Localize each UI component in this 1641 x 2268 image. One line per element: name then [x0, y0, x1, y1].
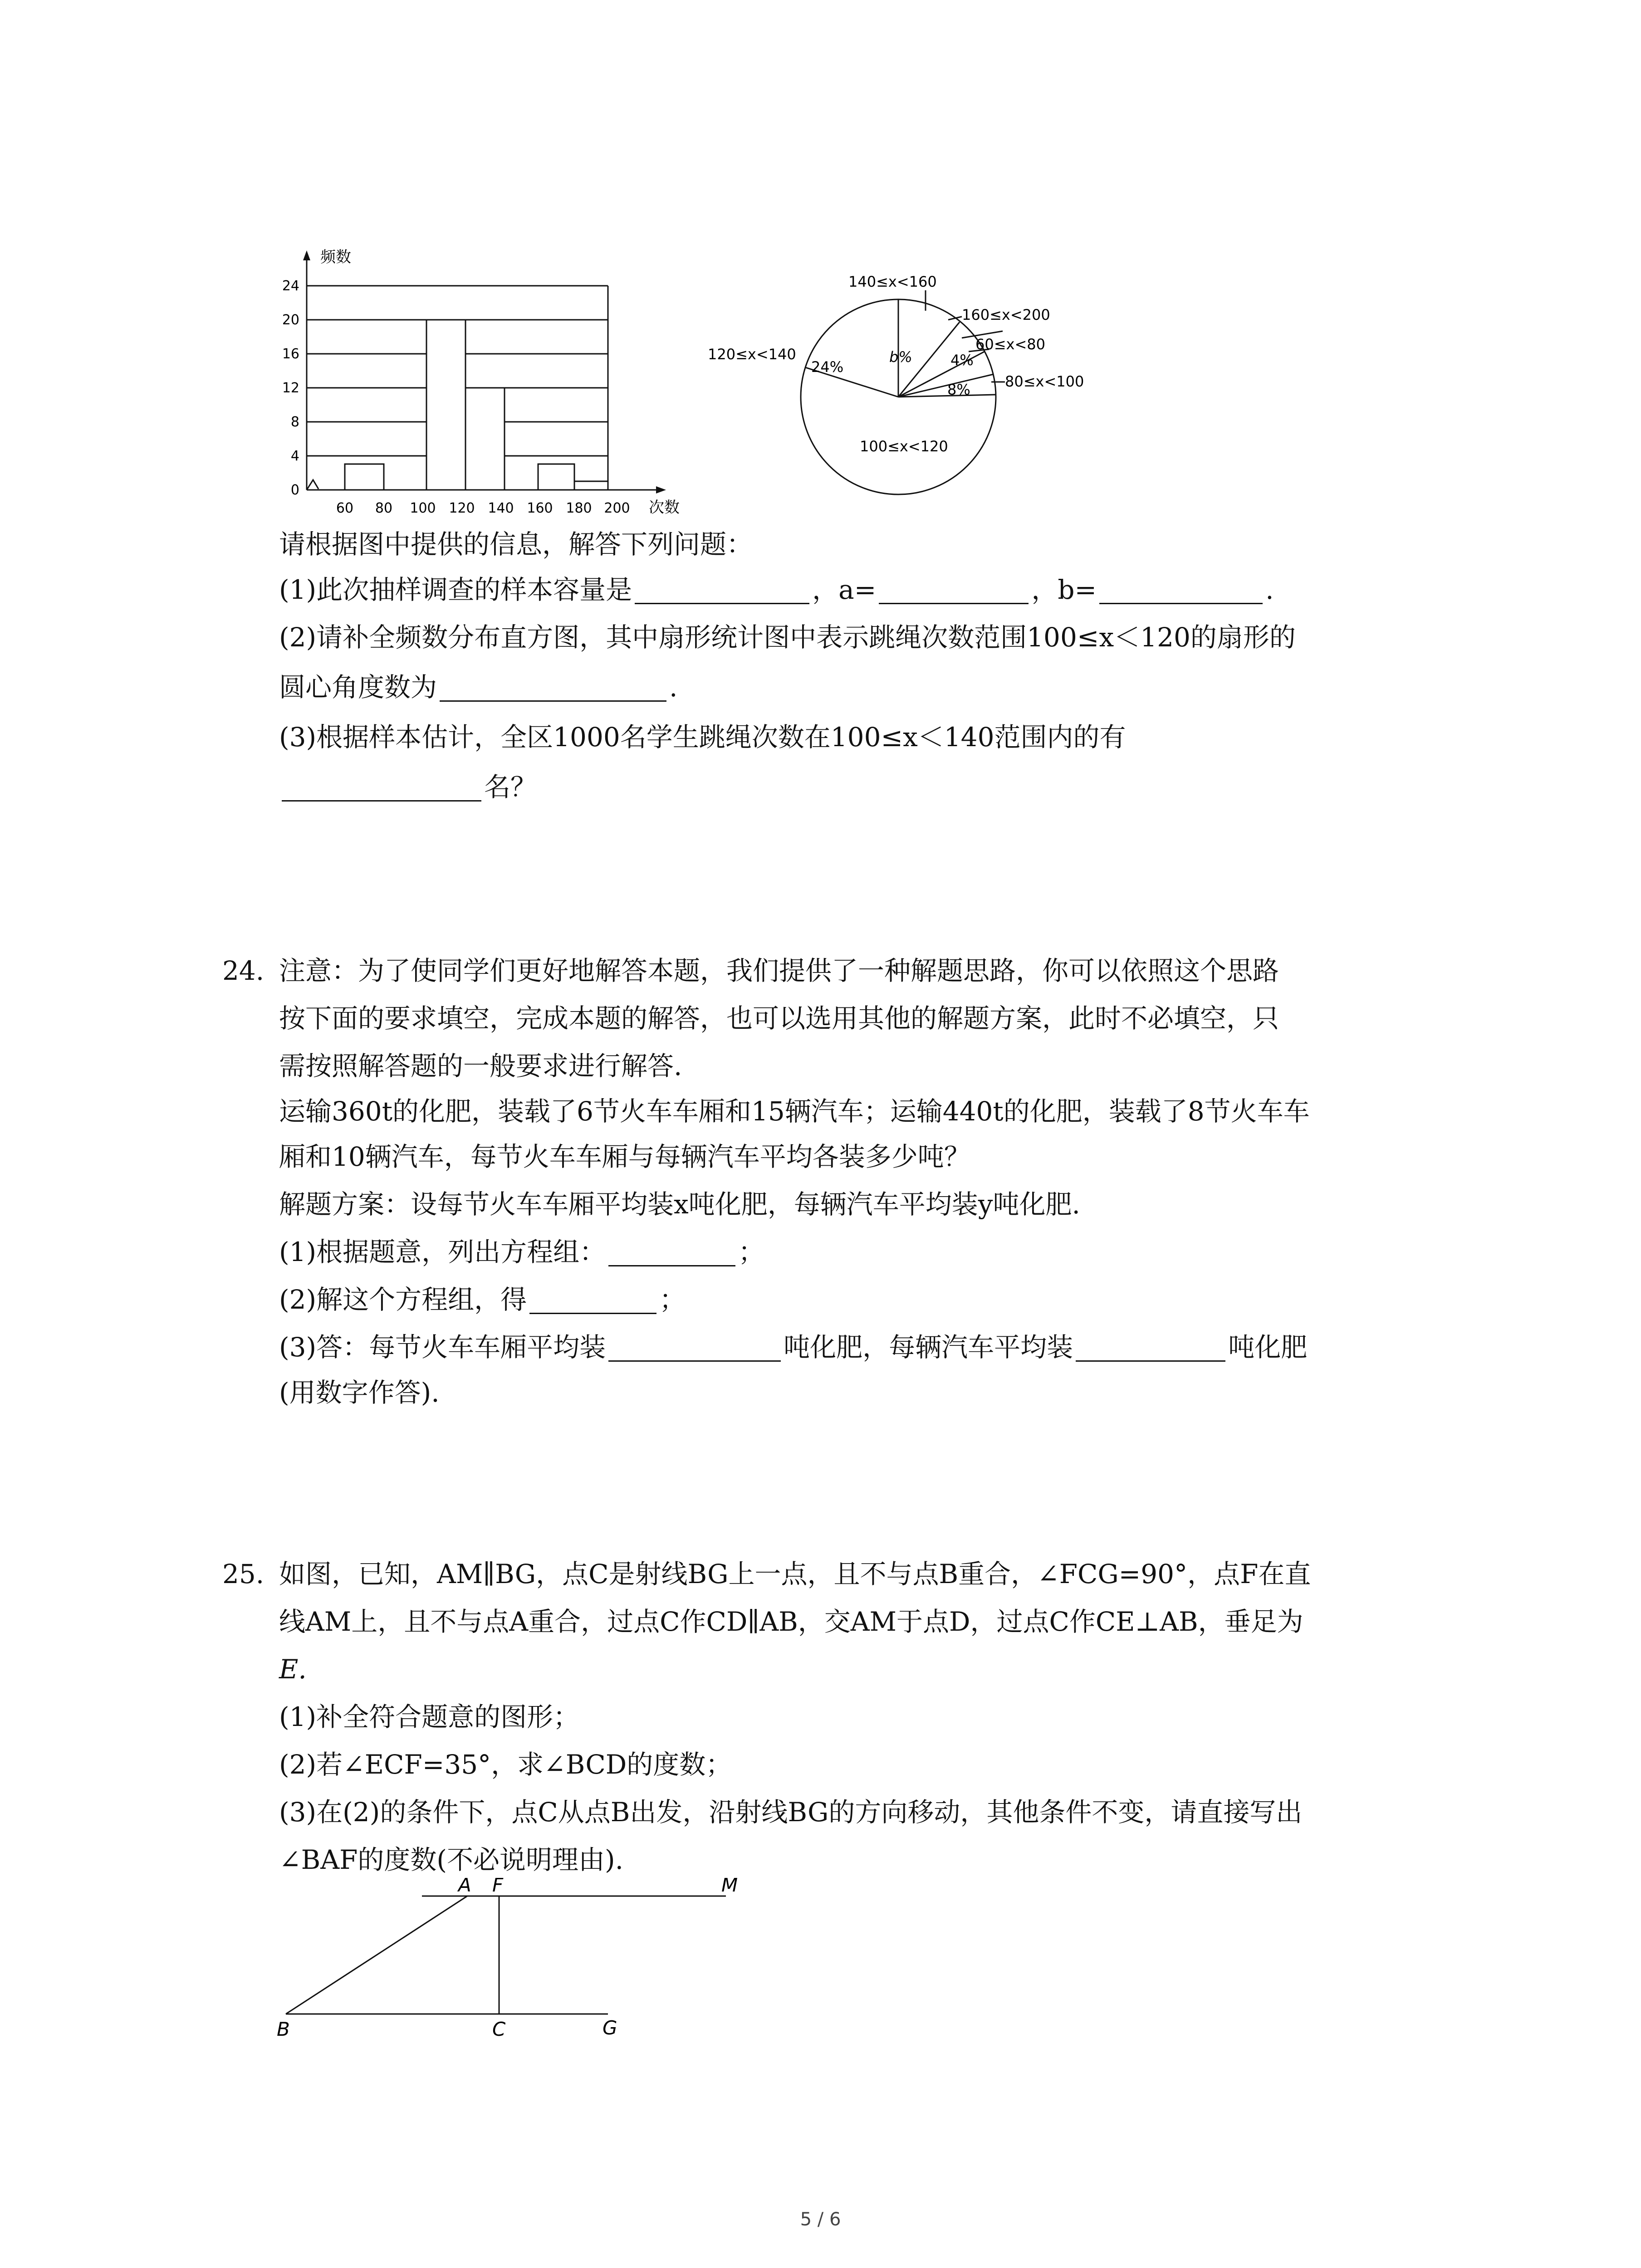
- q25-line: ∠BAF的度数(不必说明理由).: [279, 1844, 624, 1875]
- q24-line: 按下面的要求填空，完成本题的解答，也可以选用其他的解题方案，此时不必填空，只: [279, 1003, 1279, 1034]
- q24-line: 注意：为了使同学们更好地解答本题，我们提供了一种解题思路，你可以依照这个思路: [279, 955, 1279, 986]
- pie-label-100-120: 100≤x<120: [860, 438, 948, 455]
- q23-part1: (1)此次抽样调查的样本容量是 ，a= ，b= .: [279, 574, 1274, 605]
- x-tick: 200: [604, 500, 630, 516]
- point-label-F: F: [492, 1878, 504, 1896]
- q24-line: 厢和10辆汽车，每节火车车厢与每辆汽车平均各装多少吨？: [279, 1141, 970, 1172]
- q23-intro: 请根据图中提供的信息，解答下列问题：: [279, 529, 753, 560]
- bar-60-80: [345, 464, 384, 490]
- pie-label-120-140: 120≤x<140: [708, 346, 796, 363]
- answer-blank[interactable]: [879, 575, 1029, 604]
- answer-blank[interactable]: [282, 772, 481, 802]
- point-label-C: C: [492, 2018, 506, 2040]
- q24-line: (用数字作答).: [279, 1377, 440, 1408]
- y-tick: 12: [282, 380, 299, 396]
- x-tick: 140: [488, 500, 514, 516]
- bar-200: [574, 481, 608, 490]
- y-tick: 0: [290, 482, 299, 498]
- answer-blank[interactable]: [1076, 1332, 1225, 1362]
- q25-line: (3)在(2)的条件下，点C从点B出发，沿射线BG的方向移动，其他条件不变，请直接写出: [279, 1797, 1303, 1828]
- x-tick: 60: [336, 500, 354, 516]
- q23-part2-line1: (2)请补全频数分布直方图，其中扇形统计图中表示跳绳次数范围100≤x＜120的扇形的: [279, 622, 1296, 653]
- x-tick: 80: [375, 500, 393, 516]
- answer-blank[interactable]: [1099, 575, 1263, 604]
- y-axis-label: 频数: [320, 248, 351, 266]
- bar-120-140: [426, 320, 465, 490]
- x-axis-arrow: [656, 486, 666, 494]
- q24-part3: (3)答：每节火车车厢平均装 吨化肥，每辆汽车平均装 吨化肥: [279, 1332, 1308, 1363]
- pie-label-60-80: 60≤x<80: [975, 336, 1045, 353]
- answer-blank[interactable]: [608, 1237, 735, 1266]
- pie-label-80-100: 80≤x<100: [1005, 373, 1084, 390]
- point-label-G: G: [603, 2017, 617, 2039]
- y-tick: 16: [282, 346, 299, 362]
- y-axis-arrow: [303, 250, 310, 260]
- q23-part2-line2: 圆心角度数为 .: [279, 672, 678, 703]
- q25-line: E.: [279, 1654, 307, 1685]
- q24-part1: (1)根据题意，列出方程组： ；: [279, 1237, 765, 1267]
- pie-pct-24: 24%: [811, 358, 844, 376]
- answer-blank[interactable]: [529, 1285, 656, 1314]
- y-tick: 24: [282, 278, 299, 294]
- y-tick: 8: [290, 414, 299, 430]
- answer-blank[interactable]: [608, 1332, 781, 1362]
- answer-blank[interactable]: [440, 672, 666, 702]
- q23-part3-line2: 名？: [279, 769, 537, 805]
- pie-pct-b: b%: [889, 348, 912, 366]
- pie-chart: [708, 263, 1125, 517]
- pie-pct-4: 4%: [950, 352, 974, 369]
- geometry-figure: [268, 1878, 767, 2041]
- q23-part3-line1: (3)根据样本估计，全区1000名学生跳绳次数在100≤x＜140范围内的有: [279, 722, 1126, 753]
- x-tick: 120: [449, 500, 475, 516]
- q24-line: 解题方案：设每节火车车厢平均装x吨化肥，每辆汽车平均装y吨化肥.: [279, 1189, 1080, 1220]
- point-label-B: B: [277, 2018, 290, 2040]
- q24-line: 需按照解答题的一般要求进行解答.: [279, 1051, 682, 1081]
- histogram-chart: [254, 245, 735, 526]
- pie-pct-8: 8%: [947, 381, 970, 398]
- q24-line: 运输360t的化肥，装载了6节火车车厢和15辆汽车；运输440t的化肥，装载了8节火车车: [279, 1096, 1310, 1127]
- point-label-M: M: [721, 1878, 738, 1896]
- q25-line: 如图，已知，AM∥BG，点C是射线BG上一点，且不与点B重合，∠FCG=90°，点F在直: [279, 1559, 1311, 1589]
- bar-140-160: [465, 388, 505, 490]
- y-tick: 20: [282, 312, 299, 328]
- pie-label-160-200: 160≤x<200: [962, 306, 1050, 323]
- page-number: 5 / 6: [800, 2209, 841, 2230]
- slice-boundary: [898, 374, 994, 397]
- q25-line: 线AM上，且不与点A重合，过点C作CD∥AB，交AM于点D，过点C作CE⊥AB，垂足为: [279, 1606, 1303, 1637]
- bar-180-200: [538, 464, 574, 490]
- x-tick: 180: [566, 500, 592, 516]
- pie-label-140-160: 140≤x<160: [848, 273, 937, 290]
- q25-line: (1)补全符合题意的图形；: [279, 1701, 580, 1732]
- x-tick: 100: [410, 500, 436, 516]
- q25-line: (2)若∠ECF=35°，求∠BCD的度数；: [279, 1749, 732, 1780]
- question-number: 24.: [222, 955, 265, 986]
- x-axis-label: 次数: [649, 499, 680, 517]
- answer-blank[interactable]: [635, 575, 809, 604]
- q24-part2: (2)解这个方程组，得 ；: [279, 1284, 686, 1315]
- point-label-A: A: [458, 1878, 471, 1896]
- question-number: 25.: [222, 1559, 265, 1589]
- y-tick: 4: [290, 448, 299, 464]
- x-tick: 160: [527, 500, 553, 516]
- segment-AB: [286, 1896, 467, 2014]
- axis-break: [307, 480, 318, 490]
